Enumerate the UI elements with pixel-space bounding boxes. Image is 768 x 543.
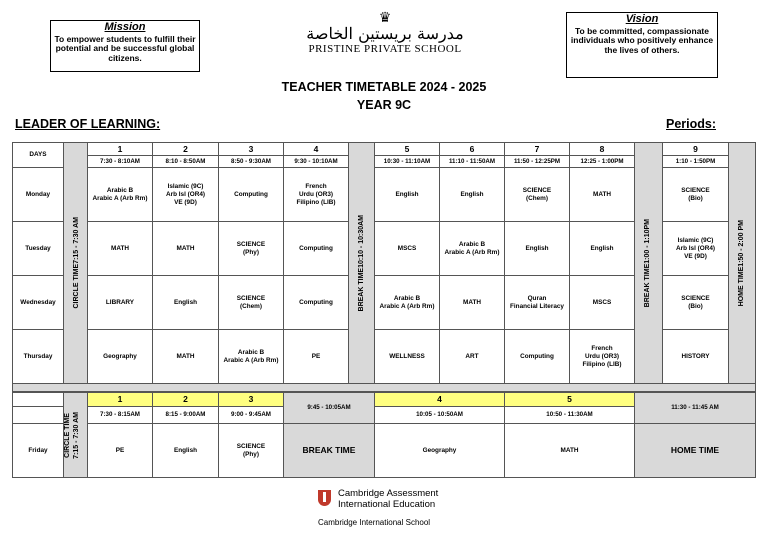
period-number: 9 [663, 143, 729, 156]
main-timetable [12, 142, 756, 392]
school-name-arabic: مدرسة بريستين الخاصة [306, 24, 464, 43]
lesson-cell: LIBRARY [88, 276, 153, 330]
lesson-cell: Computing [505, 330, 570, 384]
lesson-cell: MSCS [375, 222, 440, 276]
day-name: Thursday [13, 330, 64, 384]
lesson-cell: ART [440, 330, 505, 384]
lesson-cell: MATH [570, 168, 635, 222]
period-time: 10:05 - 10:50AM [375, 407, 505, 424]
lesson-cell: French Urdu (OR3) Filipino (LIB) [570, 330, 635, 384]
period-time: 10:30 - 11:10AM [375, 156, 440, 168]
period-number: 5 [505, 393, 635, 407]
period-time: 9:00 - 9:45AM [219, 407, 284, 424]
lesson-cell: MATH [153, 222, 219, 276]
lesson-cell: MATH [440, 276, 505, 330]
lesson-cell: WELLNESS [375, 330, 440, 384]
period-time: 10:50 - 11:30AM [505, 407, 635, 424]
period-number: 8 [570, 143, 635, 156]
leader-of-learning-label: LEADER OF LEARNING: [15, 117, 161, 131]
lesson-cell: SCIENCE (Bio) [663, 168, 729, 222]
period-number: 3 [219, 143, 284, 156]
lesson-cell: SCIENCE (Chem) [219, 276, 284, 330]
lesson-cell: MATH [505, 424, 635, 478]
blank-cell [13, 407, 64, 424]
day-row-friday [13, 424, 756, 478]
period-time: 7:30 - 8:15AM [88, 407, 153, 424]
school-name-english: PRISTINE PRIVATE SCHOOL [308, 43, 462, 55]
period-number: 2 [153, 143, 219, 156]
break-time-column: BREAK TIME10:10 - 10:30AM [349, 143, 375, 384]
period-time: 11:10 - 11:50AM [440, 156, 505, 168]
lesson-cell: MATH [153, 330, 219, 384]
break-time-column-2: BREAK TIME1:00 - 1:10PM [635, 143, 663, 384]
period-number: 3 [219, 393, 284, 407]
period-number: 4 [375, 393, 505, 407]
friday-home-time: 11:30 - 11:45 AM [635, 393, 756, 424]
lesson-cell: Arabic B Arabic A (Arb Rm) [375, 276, 440, 330]
period-number: 1 [88, 393, 153, 407]
separator [13, 384, 756, 392]
period-number: 6 [440, 143, 505, 156]
period-time: 11:50 - 12:25PM [505, 156, 570, 168]
period-number: 7 [505, 143, 570, 156]
day-name: Tuesday [13, 222, 64, 276]
lesson-cell: Arabic B Arabic A (Arb Rm) [440, 222, 505, 276]
friday-break-label: BREAK TIME [284, 424, 375, 478]
lesson-cell: English [153, 424, 219, 478]
vision-heading: Vision [625, 13, 659, 25]
period-number: 1 [88, 143, 153, 156]
lesson-cell: English [440, 168, 505, 222]
lesson-cell: Geography [88, 330, 153, 384]
day-name: Friday [13, 424, 64, 478]
home-time-column: HOME TIME1:50 - 2:00 PM [729, 143, 756, 384]
period-time: 8:50 - 9:30AM [219, 156, 284, 168]
lesson-cell: Computing [219, 168, 284, 222]
lesson-cell: HISTORY [663, 330, 729, 384]
lesson-cell: English [570, 222, 635, 276]
days-header: DAYS [13, 143, 64, 168]
school-logo [300, 10, 470, 55]
lesson-cell: SCIENCE (Bio) [663, 276, 729, 330]
friday-home-label: HOME TIME [635, 424, 756, 478]
day-name: Wednesday [13, 276, 64, 330]
cambridge-school-label: Cambridge International School [318, 518, 431, 527]
friday-timetable [12, 392, 756, 478]
friday-circle-time-column: CIRCLE TIME 7:15 - 7:30 AM [64, 393, 88, 478]
vision-box [566, 12, 718, 78]
page-subtitle: YEAR 9C [356, 98, 412, 112]
cambridge-logo-text: Cambridge Assessment International Education [338, 488, 439, 511]
lesson-cell: Arabic B Arabic A (Arb Rm) [219, 330, 284, 384]
lesson-cell: Geography [375, 424, 505, 478]
period-number: 5 [375, 143, 440, 156]
period-number: 2 [153, 393, 219, 407]
school-crest-icon: ♛ [378, 9, 392, 25]
lesson-cell: MSCS [570, 276, 635, 330]
lesson-cell: Islamic (9C) Arb Isl (OR4) VE (9D) [663, 222, 729, 276]
period-time: 9:30 - 10:10AM [284, 156, 349, 168]
lesson-cell: PE [88, 424, 153, 478]
mission-heading: Mission [104, 21, 146, 33]
period-number: 4 [284, 143, 349, 156]
page-title: TEACHER TIMETABLE 2024 - 2025 [281, 80, 487, 94]
lesson-cell: SCIENCE (Chem) [505, 168, 570, 222]
periods-label: Periods: [666, 117, 717, 131]
lesson-cell: English [153, 276, 219, 330]
lesson-cell: Quran Financial Literacy [505, 276, 570, 330]
lesson-cell: English [505, 222, 570, 276]
circle-time-column: CIRCLE TIME7:15 - 7:30 AM [64, 143, 88, 384]
period-time: 8:15 - 9:00AM [153, 407, 219, 424]
mission-box [50, 20, 200, 72]
lesson-cell: SCIENCE (Phy) [219, 424, 284, 478]
day-name: Monday [13, 168, 64, 222]
friday-break-time: 9:45 - 10:05AM [284, 393, 375, 424]
lesson-cell: Islamic (9C) Arb Isl (OR4) VE (9D) [153, 168, 219, 222]
lesson-cell: Arabic B Arabic A (Arb Rm) [88, 168, 153, 222]
period-time: 12:25 - 1:00PM [570, 156, 635, 168]
blank-header [13, 393, 64, 407]
mission-text: To empower students to fulfill their potential and be successful global citizens. [54, 33, 196, 64]
period-time: 7:30 - 8:10AM [88, 156, 153, 168]
lesson-cell: SCIENCE (Phy) [219, 222, 284, 276]
lesson-cell: PE [284, 330, 349, 384]
period-time: 8:10 - 8:50AM [153, 156, 219, 168]
period-time: 1:10 - 1:50PM [663, 156, 729, 168]
lesson-cell: Computing [284, 222, 349, 276]
lesson-cell: English [375, 168, 440, 222]
separator-row [13, 384, 756, 392]
vision-text: To be committed, compassionate individuals who positively enhance the lives of others. [570, 25, 714, 56]
cambridge-shield-icon [318, 490, 331, 506]
lesson-cell: Computing [284, 276, 349, 330]
lesson-cell: MATH [88, 222, 153, 276]
lesson-cell: French Urdu (OR3) Filipino (LIB) [284, 168, 349, 222]
